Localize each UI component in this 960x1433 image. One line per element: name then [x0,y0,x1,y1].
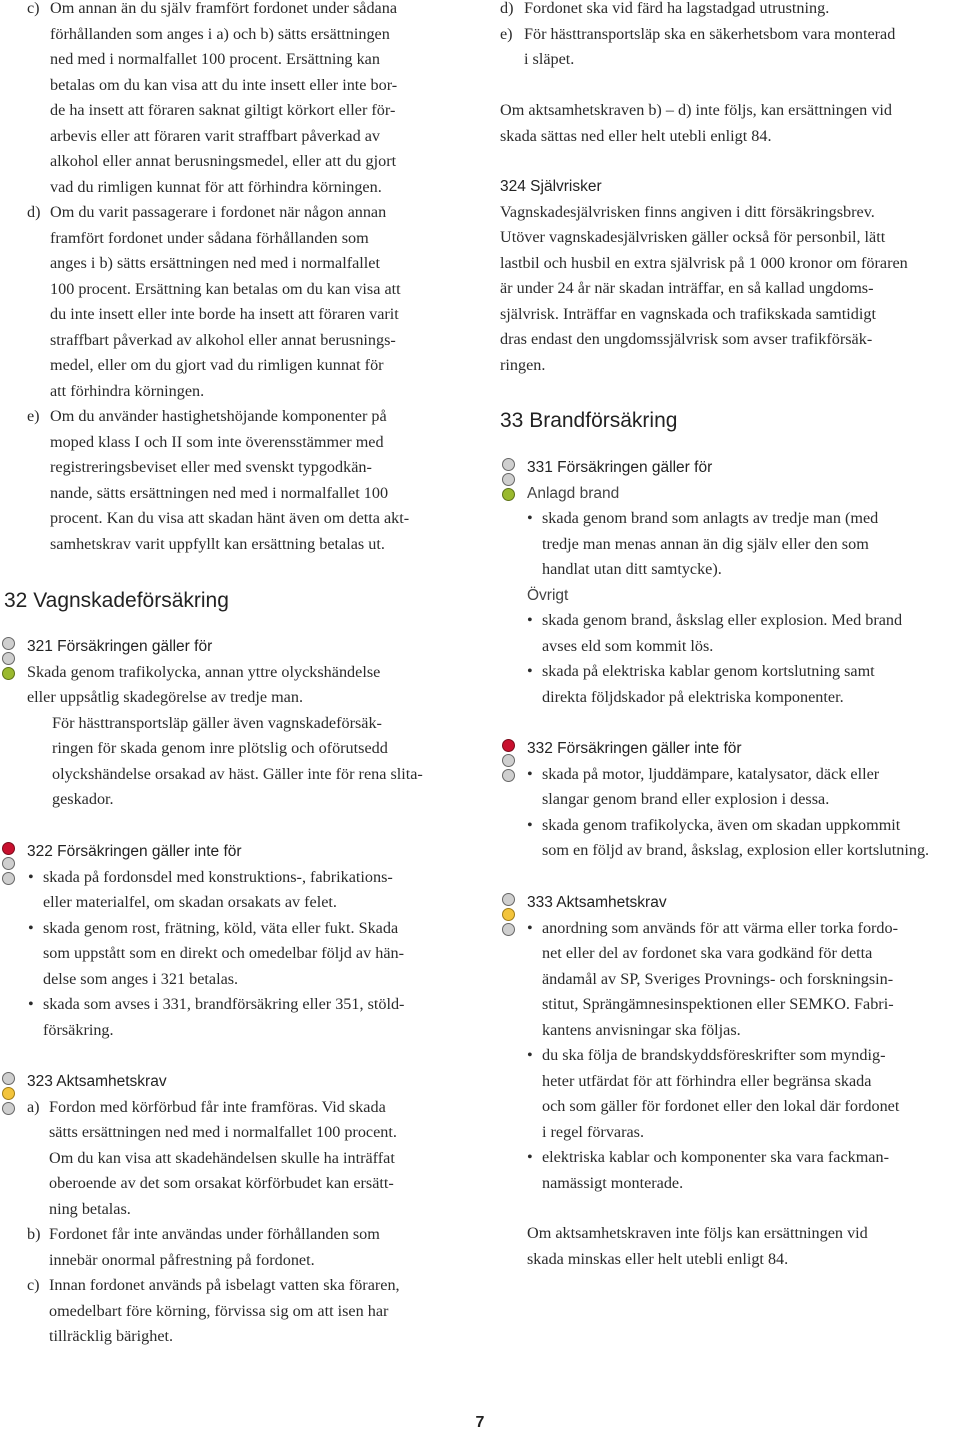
text-line: i släpet. [524,50,575,68]
text-line: anordning som används för att värma eller torka fordo- [542,918,899,937]
text-line: och som gäller för fordonet eller den lokal där fordonet [542,1097,900,1115]
text-line: procent. Kan du visa att skadan hänt även om detta akt- [50,509,410,527]
text-line: dras endast den ungdomssjälvrisk som avser trafikförsäk- [500,330,873,348]
text-line: lastbil och husbil en extra självrisk på 1 000 kronor om föraren [500,253,908,272]
text-line: För hästtransportsläp gäller även vagnskadeförsäk- [52,713,382,732]
bullet-item [27,916,467,993]
text-line: skada genom brand som anlagts av tredje man (med [542,509,879,527]
text-line: som uppstått som en direkt och omedelbar följd av hän- [43,944,404,962]
text-line: avses eld som kommit lös. [542,636,714,655]
text-line: geskador. [52,790,114,808]
text-line: delse som anges i 321 betalas. [43,969,239,988]
text-line: kantens anvisningar ska följas. [542,1020,741,1039]
cont-list-right [500,0,960,73]
text-line: Innan fordonet används på isbelagt vatten ska föraren, [49,1276,400,1294]
bullet-item [527,1145,960,1196]
text-line: skada på fordonsdel med konstruktions-, fabrikations- [43,867,393,886]
traffic-light-red-icon [2,842,16,887]
list-item: b) Fordonet får inte användas under förhållanden som innebär onormal påfrestning på fordonet. [27,1222,467,1273]
bullet-marker: • [527,1148,533,1166]
text-line: handlat utan ditt samtycke). [542,560,722,578]
text-line: Fordon med körförbud får inte framföras. Vid skada [49,1097,386,1116]
text-line: registreringsbeviset eller med svenskt typgodkän- [50,458,372,476]
text-line: omedelbart före körning, förvissa sig om att isen har [49,1301,389,1320]
text-line: slangar genom brand eller explosion i dessa. [542,790,830,808]
bullet-item [527,506,960,583]
bullet-marker: • [28,918,34,937]
bullet-item [527,762,960,813]
text-line: elektriska kablar och komponenter ska vara fackman- [542,1148,889,1166]
section-321 [0,634,467,813]
text-line: sätts ersättningen ned med i normalfallet 100 procent. [49,1123,397,1141]
text-line: straffbart påverkad av alkohol eller annat berusnings- [50,330,396,349]
list-item: c) Innan fordonet används på isbelagt vatten ska föraren, omedelbart före körning, förvissa sig om att isen har tillräcklig bärighet. [27,1273,467,1350]
text-line: oberoende av det som orsakat körförbudet kan ersätt- [49,1174,394,1192]
list-item-e-right: e) För hästtransportsläp ska en säkerhetsbom vara monterad i släpet. [500,22,960,73]
text-line: är under 24 år när skadan inträffar, en så kallad ungdoms- [500,279,874,297]
text-line: Utöver vagnskadesjälvrisken gäller också för personbil, lätt [500,228,886,246]
heading-332: 332 Försäkringen gäller inte för [527,740,742,757]
closing-paragraph-333 [527,1221,960,1272]
heading-321: 321 Försäkringen gäller för [27,638,213,655]
text-line: skada på motor, ljuddämpare, katalysator, däck eller [542,764,880,783]
text-line: För hästtransportsläp ska en säkerhetsbom vara monterad [524,24,896,43]
text-line: skada genom trafikolycka, även om skadan uppkommit [542,815,901,834]
bullet-marker: • [527,764,533,783]
text-line: samhetskrav varit uppfyllt kan ersättning betalas ut. [50,534,385,553]
text-line: Skada genom trafikolycka, annan yttre olyckshändelse [27,662,381,681]
text-line: skada minskas eller helt utebli enligt 84. [527,1249,789,1268]
section-332 [500,736,960,864]
text-line: Vagnskadesjälvrisken finns angiven i ditt försäkringsbrev. [500,202,875,221]
cont-list-top [0,0,465,557]
text-line: vad du rimligen kunnat för att förhindra körningen. [50,177,382,196]
text-line: tredje man menas annan än dig själv eller den som [542,534,869,553]
text-line: tillräcklig bärighet. [49,1327,174,1345]
text-line: alkohol eller annat berusningsmedel, eller att du gjort [50,152,397,170]
list-item-d-right: d) Fordonet ska vid färd ha lagstadgad utrustning. [500,0,960,22]
text-line: skada genom rost, frätning, köld, väta eller fukt. Skada [43,918,399,937]
heading-331: 331 Försäkringen gäller för [527,459,713,476]
bullet-marker: • [527,918,533,937]
bullet-marker: • [527,611,533,629]
text-line: stitut, Sprängämnesinspektionen eller SEMKO. Fabri- [542,995,894,1013]
heading-324: 324 Självrisker [500,178,602,195]
text-line: Om du kan visa att skadehändelsen skulle ha inträffat [49,1148,395,1167]
text-line: skada på elektriska kablar genom kortslutning samt [542,662,875,680]
text-line: betalas om du kan visa att du inte insett eller inte bor- [50,75,398,94]
text-line: heter utfärdat för att förhindra eller begränsa skada [542,1071,872,1090]
text-line: skada sättas ned eller helt utebli enligt 84. [500,126,772,145]
text-line: i regel förvaras. [542,1122,645,1141]
section-title-33: 33 Brandförsäkring [500,409,678,432]
text-line: förhållanden som anges i a) och b) sätts ersättningen [50,24,390,43]
text-line: net eller del av fordonet ska vara godkänd för detta [542,944,873,962]
heading-323: 323 Aktsamhetskrav [27,1073,167,1090]
bullet-marker: • [527,662,533,680]
subheading-anlagd-brand: Anlagd brand [527,484,620,502]
text-line: medel, eller om du gjort vad du rimligen kunnat för [50,356,384,374]
text-line: ned med i normalfallet 100 procent. Ersättning kan [50,50,380,68]
bullet-item [27,992,467,1043]
text-line: innebär onormal påfrestning på fordonet. [49,1250,315,1269]
heading-322: 322 Försäkringen gäller inte för [27,843,242,860]
text-line: som en följd av brand, åskslag, explosion eller kortslutning. [542,841,930,859]
text-line: de ha insett att föraren saknat giltigt körkort eller för- [50,101,396,119]
text-line: skada som avses i 331, brandförsäkring eller 351, stöld- [43,995,405,1013]
text-line: moped klass I och II som inte överensstämmer med [50,432,384,451]
section-331 [500,455,960,710]
list-item-d: d) Om du varit passagerare i fordonet när någon annan framfört fordonet under sådana förhållanden som anges i b) sätts ersättningen ned med i normalfallet 100 procent. Ersättning kan betalas om du kan visa att du inte insett eller inte borde ha insett att föraren varit straffbart påverkad av alkohol eller annat berusnings- medel, eller om du gjort vad du rimligen kunnat för att förhindra körningen. [0,200,465,404]
bullet-marker: • [527,815,533,834]
bullet-marker: • [28,995,34,1013]
heading-333: 333 Aktsamhetskrav [527,894,667,911]
text-line: ning betalas. [49,1199,131,1218]
text-line: anges i b) sätts ersättningen ned med i normalfallet [50,254,380,272]
bullet-item [527,813,960,864]
text-line: ringen. [500,355,546,374]
text-line: Om du använder hastighetshöjande komponenter på [50,407,387,425]
text-line: eller uppsåtlig skadegörelse av tredje man. [27,688,303,706]
list-item-c: c) Om annan än du själv framfört fordonet under sådana förhållanden som anges i a) och b) sätts ersättningen ned med i normalfallet 100 procent. Ersättning kan betalas om du kan visa att du inte insett eller inte bor- de ha insett att föraren saknat giltigt körkort eller för- arbevis eller att föraren varit straffbart påverkad av alkohol eller annat berusningsmedel, eller att du gjort vad du rimligen kunnat för att förhindra körningen. [0,0,465,200]
text-line: Om annan än du själv framfört fordonet under sådana [50,0,398,17]
traffic-light-yellow-icon [2,1072,16,1117]
traffic-light-yellow-icon [502,893,516,938]
traffic-light-green-icon [2,637,16,682]
text-line: Fordonet ska vid färd ha lagstadgad utrustning. [524,0,830,17]
bullet-item [527,916,960,1044]
page-number: 7 [475,1414,485,1431]
text-line: namässigt monterade. [542,1173,684,1192]
text-line: självrisk. Inträffar en vagnskada och trafikskada samtidigt [500,304,876,323]
traffic-light-green-icon [502,458,516,503]
paragraph-aktsamhet [500,98,892,149]
bullet-item [527,608,960,659]
section-322 [0,839,467,1043]
text-line: Fordonet får inte användas under förhållanden som [49,1225,380,1243]
text-line: framfört fordonet under sådana förhållanden som [50,228,369,247]
text-line: att förhindra körningen. [50,381,205,400]
text-line: direkta följdskador på elektriska komponenter. [542,687,844,706]
list-item-e: e) Om du använder hastighetshöjande komponenter på moped klass I och II som inte överensstämmer med registreringsbeviset eller med svenskt typgodkän- nande, sätts ersättningen ned med i normalfallet 100 procent. Kan du visa att skadan hänt även om detta akt- samhetskrav varit uppfyllt kan ersättning betalas ut. [0,404,465,557]
text-line: ringen för skada genom inre plötslig och oförutsedd [52,739,388,757]
text-line: eller materialfel, om skadan orsakats av felet. [43,893,337,911]
text-line: olyckshändelse orsakad av häst. Gäller inte för rena slita- [52,764,423,783]
text-line: Om aktsamhetskraven b) – d) inte följs, kan ersättningen vid [500,101,893,119]
text-line: 100 procent. Ersättning kan betalas om du kan visa att [50,279,401,298]
section-333 [500,890,960,1272]
section-title-32: 32 Vagnskadeförsäkring [4,589,229,612]
bullet-item [527,1043,960,1145]
text-line: ändamål av SP, Sveriges Provnings- och forskningsin- [542,969,894,988]
bullet-item [527,659,960,710]
traffic-light-red-icon [502,739,516,784]
bullet-marker: • [28,867,34,886]
bullet-item [27,865,467,916]
text-line: arbevis eller att föraren varit straffbart påverkad av [50,126,381,145]
list-item: a) Fordon med körförbud får inte framföras. Vid skada sätts ersättningen ned med i normalfallet 100 procent. Om du kan visa att skadehändelsen skulle ha inträffat oberoende av det som orsakat körförbudet kan ersätt- ning betalas. [27,1095,467,1223]
bullet-marker: • [527,509,533,527]
section-323 [0,1069,467,1350]
subheading-ovrigt: Övrigt [527,586,569,604]
text-line: Om aktsamhetskraven inte följs kan ersättningen vid [527,1224,868,1242]
text-line: nande, sätts ersättningen ned med i normalfallet 100 [50,483,389,502]
text-line: du ska följa de brandskyddsföreskrifter som myndig- [542,1046,886,1064]
text-line: Om du varit passagerare i fordonet när någon annan [50,203,387,221]
text-line: försäkring. [43,1020,114,1039]
bullet-marker: • [527,1046,533,1064]
text-line: skada genom brand, åskslag eller explosion. Med brand [542,611,903,629]
section-324 [500,174,960,378]
text-line: du inte insett eller inte borde ha insett att föraren varit [50,305,399,323]
